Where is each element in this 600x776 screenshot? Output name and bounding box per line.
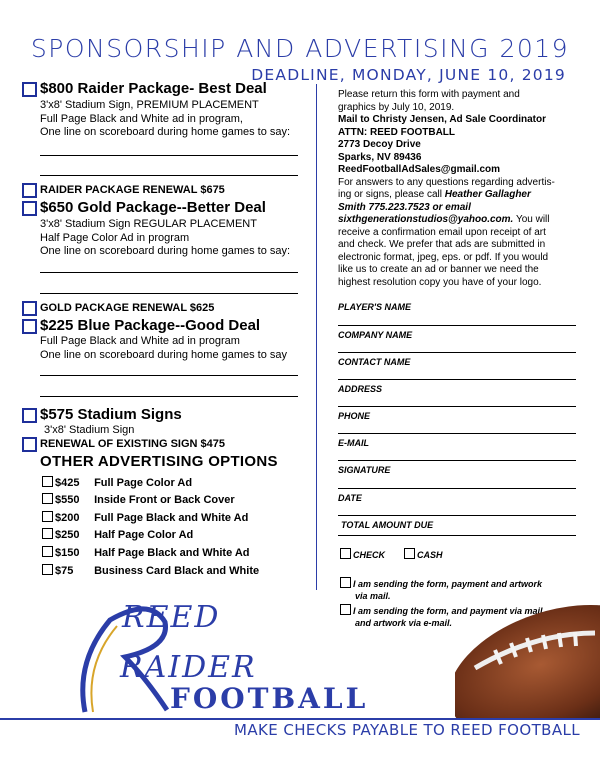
email-field[interactable] (338, 460, 576, 461)
gold-renewal-label: GOLD PACKAGE RENEWAL $625 (40, 302, 215, 314)
cash-option[interactable]: CASH (404, 548, 443, 560)
raider-package-checkbox[interactable] (22, 82, 37, 97)
scoreboard-line[interactable] (40, 293, 298, 294)
stadium-signs-checkbox[interactable] (22, 408, 37, 423)
sign-renewal-checkbox[interactable] (22, 437, 37, 452)
send-email-checkbox[interactable] (340, 604, 351, 615)
blue-package-checkbox[interactable] (22, 319, 37, 334)
player-name-label: PLAYER'S NAME (338, 302, 411, 312)
page-title: SPONSORSHIP AND ADVERTISING 2019 (30, 34, 570, 63)
total-label: TOTAL AMOUNT DUE (341, 520, 434, 530)
logo-raider: RAIDER (120, 650, 257, 685)
deadline: DEADLINE, MONDAY, JUNE 10, 2019 (251, 66, 566, 84)
gold-package-details: 3'x8' Stadium Sign REGULAR PLACEMENT Half Page Color Ad in program One line on scoreboard during home games to say: (40, 218, 291, 257)
sign-renewal-label: RENEWAL OF EXISTING SIGN $475 (40, 438, 226, 450)
raider-package-details: 3'x8' Stadium Sign, PREMIUM PLACEMENT Full Page Black and White ad in program, One line on scoreboard during home games to say: (40, 99, 291, 138)
raider-renewal-label: RAIDER PACKAGE RENEWAL $675 (40, 184, 225, 196)
phone-field[interactable] (338, 433, 576, 434)
scoreboard-line[interactable] (40, 175, 298, 176)
option-item[interactable]: $150 Half Page Black and White Ad (42, 546, 250, 559)
signature-label: SIGNATURE (338, 465, 391, 475)
column-divider (316, 84, 317, 590)
scoreboard-line[interactable] (40, 375, 298, 376)
blue-package-title: $225 Blue Package--Good Deal (40, 317, 261, 334)
option-checkbox[interactable] (42, 476, 53, 487)
contact-name-label: CONTACT NAME (338, 357, 411, 367)
total-field[interactable] (338, 535, 576, 536)
stadium-signs-title: $575 Stadium Signs (40, 406, 182, 423)
footer-rule (0, 718, 600, 720)
gold-package-checkbox[interactable] (22, 201, 37, 216)
footer-text: MAKE CHECKS PAYABLE TO REED FOOTBALL (234, 721, 580, 739)
player-name-field[interactable] (338, 325, 576, 326)
address-label: ADDRESS (338, 384, 383, 394)
gold-renewal-checkbox[interactable] (22, 301, 37, 316)
phone-label: PHONE (338, 411, 371, 421)
date-field[interactable] (338, 515, 576, 516)
option-item[interactable]: $550 Inside Front or Back Cover (42, 493, 235, 506)
option-item[interactable]: $250 Half Page Color Ad (42, 528, 193, 541)
send-option-email[interactable]: I am sending the form, and payment via mail and artwork via e-mail. (340, 604, 543, 629)
scoreboard-line[interactable] (40, 272, 298, 273)
instructions: Please return this form with payment and graphics by July 10, 2019. Mail to Christy Jensen, Ad Sale Coordinator ATTN: REED FOOTBALL 2773 Decoy Drive Sparks, NV 89436 ReedFootballAdSales@gmail.com For answers to any questions regarding advertis- ing or signs, please call Heather Gallagher Smith 775.223.7523 or email sixthgenerationstudios@yahoo.com. You will receive a confirmation email upon receipt of art and check. We prefer that ads are submitted in electronic format, jpeg, eps. or pdf. If you would like us to create an ad or banner we need the highest resolution copy you have of your logo. (338, 89, 555, 288)
email-label: E-MAIL (338, 438, 369, 448)
date-label: DATE (338, 493, 362, 503)
check-option[interactable]: CHECK (340, 548, 385, 560)
football-image (455, 598, 600, 718)
scoreboard-line[interactable] (40, 155, 298, 156)
option-item[interactable]: $200 Full Page Black and White Ad (42, 511, 248, 524)
send-option-mail[interactable]: I am sending the form, payment and artwork via mail. (340, 577, 542, 602)
other-options-heading: OTHER ADVERTISING OPTIONS (40, 453, 278, 470)
logo-football: FOOTBALL (170, 682, 369, 715)
option-checkbox[interactable] (42, 493, 53, 504)
option-checkbox[interactable] (42, 564, 53, 575)
scoreboard-line[interactable] (40, 396, 298, 397)
option-item[interactable]: $75 Business Card Black and White (42, 564, 259, 577)
logo-reed: REED (122, 600, 221, 635)
signature-field[interactable] (338, 488, 576, 489)
raider-renewal-checkbox[interactable] (22, 183, 37, 198)
send-mail-checkbox[interactable] (340, 577, 351, 588)
company-name-field[interactable] (338, 352, 576, 353)
option-checkbox[interactable] (42, 546, 53, 557)
stadium-signs-detail: 3'x8' Stadium Sign (44, 424, 135, 436)
blue-package-details: Full Page Black and White ad in program One line on scoreboard during home games to say (40, 335, 288, 361)
address-field[interactable] (338, 406, 576, 407)
option-item[interactable]: $425 Full Page Color Ad (42, 476, 192, 489)
gold-package-title: $650 Gold Package--Better Deal (40, 199, 266, 216)
check-checkbox[interactable] (340, 548, 351, 559)
company-name-label: COMPANY NAME (338, 330, 413, 340)
option-checkbox[interactable] (42, 511, 53, 522)
contact-name-field[interactable] (338, 379, 576, 380)
option-checkbox[interactable] (42, 528, 53, 539)
cash-checkbox[interactable] (404, 548, 415, 559)
raider-package-title: $800 Raider Package- Best Deal (40, 80, 267, 97)
